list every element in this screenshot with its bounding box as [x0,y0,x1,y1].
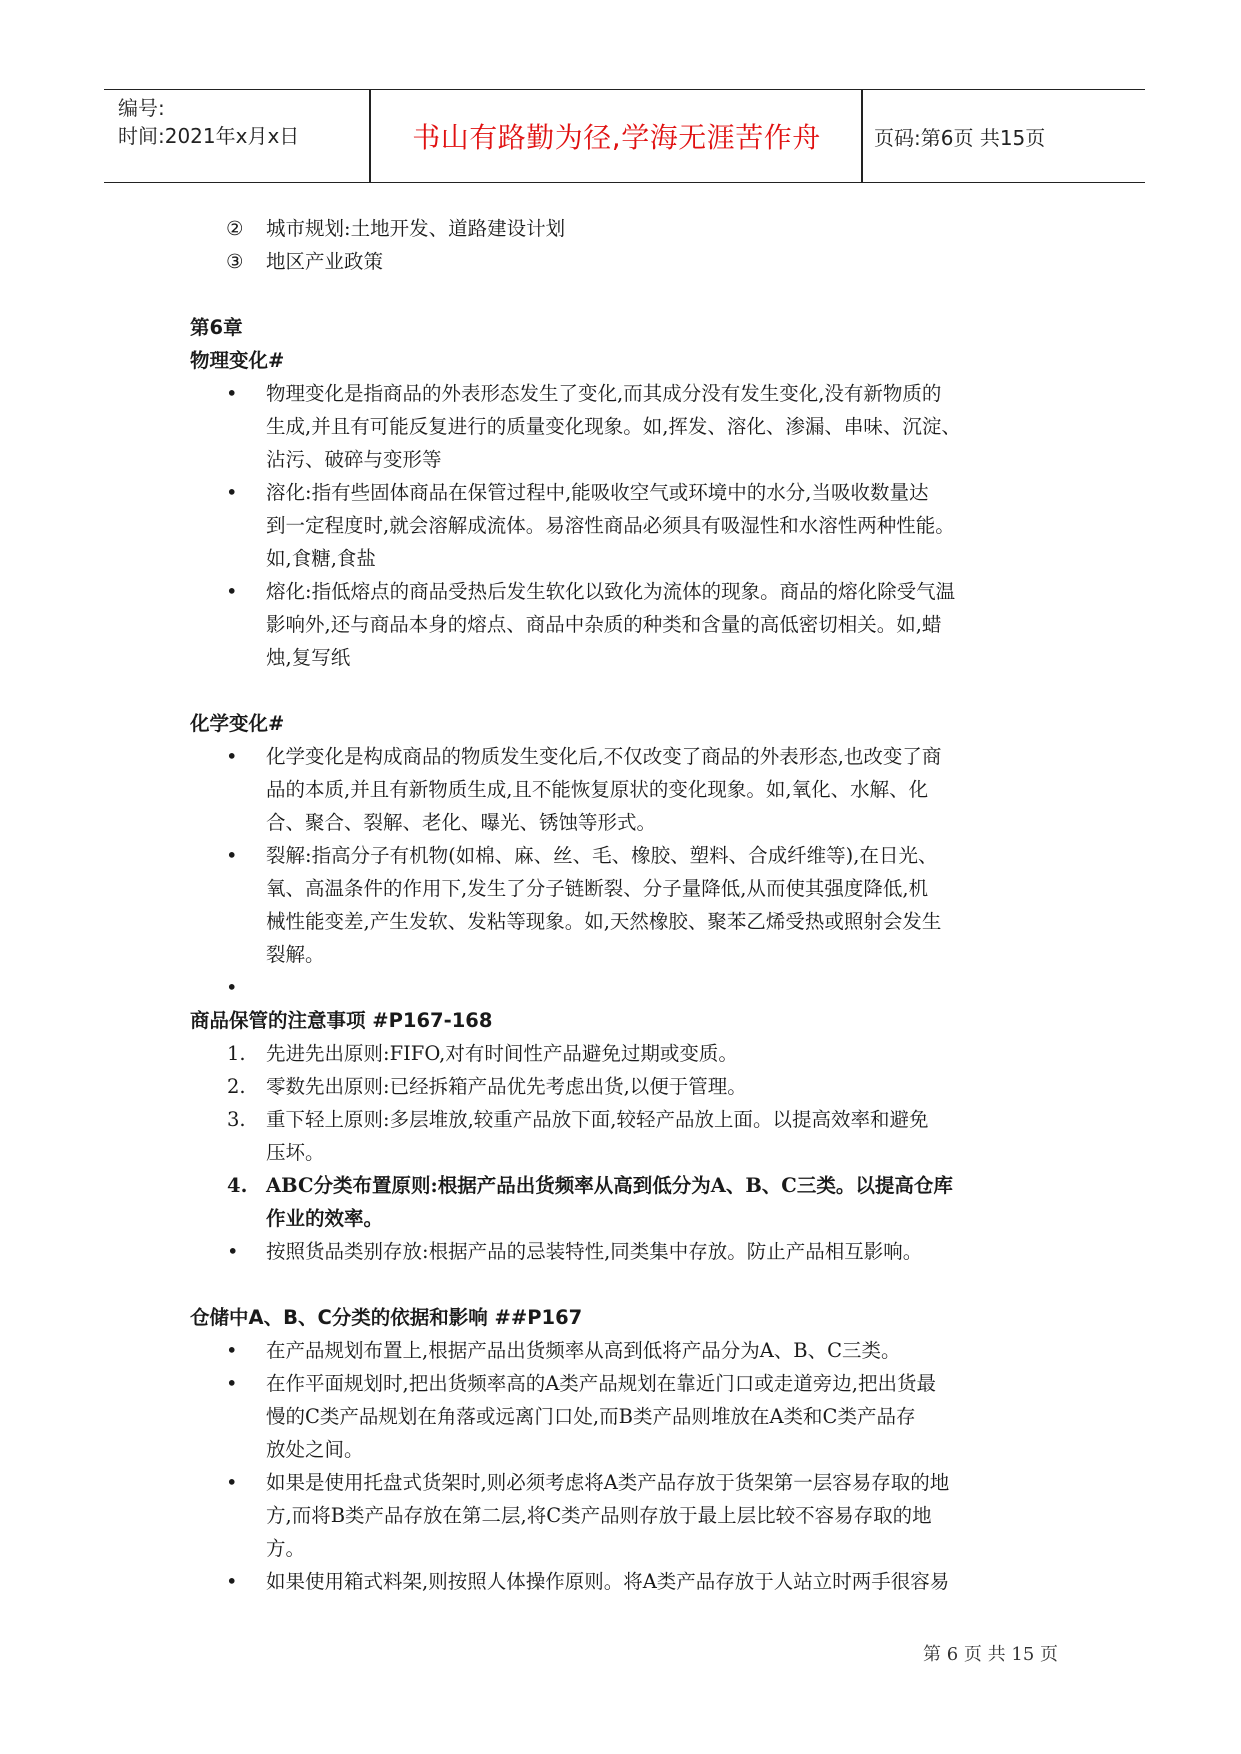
list-marker: • [226,580,238,603]
list-item-text: 地区产业政策 [266,250,384,273]
chemical-change-list [190,740,1070,1004]
spacer [190,1268,1070,1301]
list-item-line: 合、聚合、裂解、老化、曝光、锈蚀等形式。 [266,811,657,834]
list-marker: 4. [227,1174,248,1197]
list-item-line: 化学变化是构成商品的物质发生变化后,不仅改变了商品的外表形态,也改变了商 [266,745,942,768]
list-item [190,212,1070,245]
list-marker: • [226,745,238,768]
list-item-line [266,971,1070,1004]
list-item-line: 品的本质,并且有新物质生成,且不能恢复原状的变化现象。如,氧化、水解、化 [266,778,929,801]
list-marker: 2. [227,1075,246,1098]
list-item-line: 氧、高温条件的作用下,发生了分子链断裂、分子量降低,从而使其强度降低,机 [266,877,929,900]
list-item [190,971,1070,1004]
list-item [190,1367,1070,1466]
abc-classification-list [190,1334,1070,1598]
list-item-line: ABC分类布置原则:根据产品出货频率从高到低分为A、B、C三类。以提高仓库 [266,1174,953,1197]
intro-list [190,212,1070,278]
list-marker: • [226,1570,238,1593]
list-marker: • [226,1372,238,1395]
spacer [190,674,1070,707]
list-item [190,575,1070,674]
list-item-line: 先进先出原则:FIFO,对有时间性产品避免过期或变质。 [266,1042,738,1065]
list-item-line: 在产品规划布置上,根据产品出货频率从高到低将产品分为A、B、C三类。 [266,1339,901,1362]
list-item-line: 械性能变差,产生发软、发粘等现象。如,天然橡胶、聚苯乙烯受热或照射会发生 [266,910,942,933]
list-item-line: 重下轻上原则:多层堆放,较重产品放下面,较轻产品放上面。以提高效率和避免 [266,1108,929,1131]
section-title-physical: 物理变化# [190,349,285,372]
list-item [190,377,1070,476]
list-marker: ③ [226,250,244,273]
list-item-line: 烛,复写纸 [266,646,351,669]
list-item-line: 到一定程度时,就会溶解成流体。易溶性商品必须具有吸湿性和水溶性两种性能。 [266,514,955,537]
chapter-title: 第6章 [190,316,243,339]
list-item-text: 城市规划:土地开发、道路建设计划 [266,217,566,240]
list-marker: 3. [227,1108,246,1131]
section-title-storage-notes: 商品保管的注意事项 #P167-168 [190,1009,493,1032]
list-item-line: 物理变化是指商品的外表形态发生了变化,而其成分没有发生变化,没有新物质的 [266,382,942,405]
page-footer: 第 6 页 共 15 页 [923,1644,1058,1665]
list-marker: • [226,844,238,867]
list-marker: • [226,1339,238,1362]
list-marker: • [226,382,238,405]
list-item-line: 裂解:指高分子有机物(如棉、麻、丝、毛、橡胶、塑料、合成纤维等),在日光、 [266,844,938,867]
header-page-label: 页码:第6页 共15页 [874,125,1046,150]
list-item-line: 如,食糖,食盐 [266,547,376,570]
list-item [190,476,1070,575]
list-item [190,1169,1070,1235]
header-divider [369,90,371,182]
list-item-line: 放处之间。 [266,1438,364,1461]
header-number-label: 编号: [118,96,165,120]
list-item-line: 生成,并且有可能反复进行的质量变化现象。如,挥发、溶化、渗漏、串味、沉淀、 [266,415,961,438]
list-item-line: 作业的效率。 [266,1207,384,1230]
list-item-line: 在作平面规划时,把出货频率高的A类产品规划在靠近门口或走道旁边,把出货最 [266,1372,936,1395]
list-item [190,1334,1070,1367]
list-item [190,839,1070,971]
list-marker: • [227,1240,239,1263]
page-header [104,89,1145,183]
list-marker: 1. [227,1042,246,1065]
list-item [190,1037,1070,1070]
list-item [190,1070,1070,1103]
header-divider [861,90,863,182]
list-item-line: 如果使用箱式料架,则按照人体操作原则。将A类产品存放于人站立时两手很容易 [266,1570,950,1593]
list-item-line: 溶化:指有些固体商品在保管过程中,能吸收空气或环境中的水分,当吸收数量达 [266,481,929,504]
physical-change-list [190,377,1070,674]
list-item-line: 熔化:指低熔点的商品受热后发生软化以致化为流体的现象。商品的熔化除受气温 [266,580,956,603]
list-item-line: 方。 [266,1537,306,1560]
storage-notes-list [190,1037,1070,1268]
list-marker: • [226,481,238,504]
list-item-line: 慢的C类产品规划在角落或远离门口处,而B类产品则堆放在A类和C类产品存 [266,1405,916,1428]
list-marker: • [226,976,238,999]
list-item-line: 如果是使用托盘式货架时,则必须考虑将A类产品存放于货架第一层容易存取的地 [266,1471,950,1494]
spacer [190,278,1070,311]
list-marker: • [226,1471,238,1494]
section-title-chemical: 化学变化# [190,712,285,735]
list-item [190,1103,1070,1169]
list-item-line: 按照货品类别存放:根据产品的忌装特性,同类集中存放。防止产品相互影响。 [266,1240,923,1263]
header-motto: 书山有路勤为径,学海无涯苦作舟 [412,121,821,154]
list-item-line: 裂解。 [266,943,325,966]
list-marker: ② [226,217,244,240]
list-item-line: 沾污、破碎与变形等 [266,448,442,471]
list-item-line: 压坏。 [266,1141,325,1164]
document-body [190,212,1070,1598]
list-item-line: 方,而将B类产品存放在第二层,将C类产品则存放于最上层比较不容易存取的地 [266,1504,932,1527]
list-item [190,245,1070,278]
header-time-label: 时间:2021年x月x日 [118,124,300,148]
list-item [190,1565,1070,1598]
list-item-line: 零数先出原则:已经拆箱产品优先考虑出货,以便于管理。 [266,1075,747,1098]
list-item [190,740,1070,839]
list-item [190,1235,1070,1268]
section-title-abc: 仓储中A、B、C分类的依据和影响 ##P167 [190,1306,583,1329]
list-item [190,1466,1070,1565]
list-item-line: 影响外,还与商品本身的熔点、商品中杂质的种类和含量的高低密切相关。如,蜡 [266,613,942,636]
